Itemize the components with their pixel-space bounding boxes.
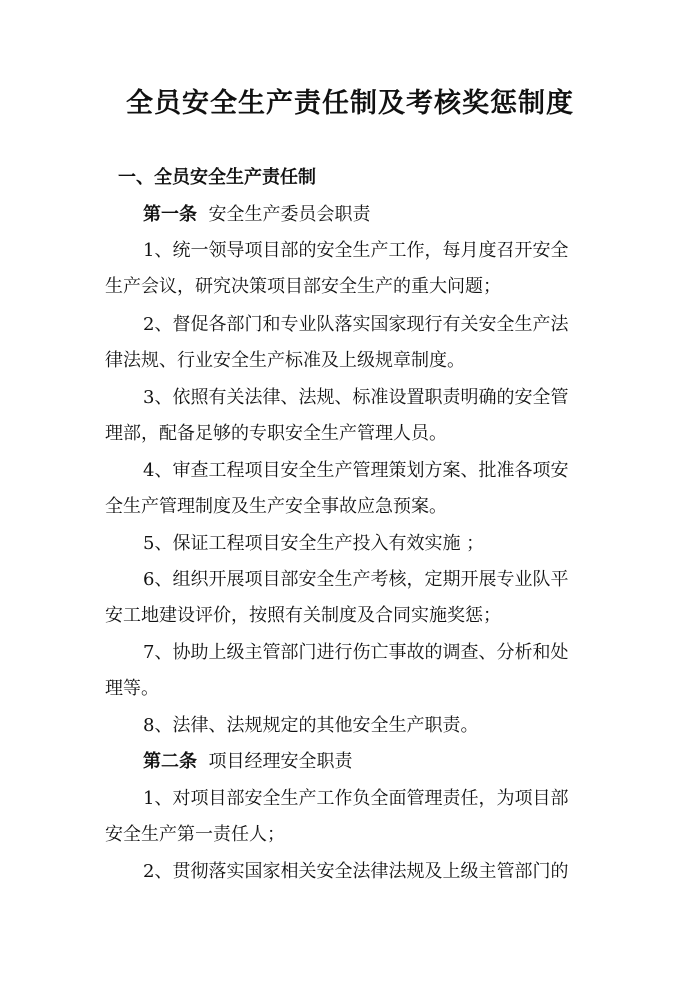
section-heading: 一、全员安全生产责任制 xyxy=(118,167,316,188)
article-1-item-8-line-1: 8、法律、法规规定的其他安全生产职责。 xyxy=(143,715,479,736)
article-1-subject: 安全生产委员会职责 xyxy=(208,204,371,225)
article-1-item-2-line-2: 律法规、行业安全生产标准及上级规章制度。 xyxy=(105,350,465,371)
article-1-item-1-line-1: 1、统一领导项目部的安全生产工作，每月度召开安全 xyxy=(143,240,569,261)
article-2-heading xyxy=(143,747,352,777)
article-1-item-3-line-1: 3、依照有关法律、法规、标准设置职责明确的安全管 xyxy=(143,387,569,408)
article-2-item-1-line-1: 1、对项目部安全生产工作负全面管理责任，为项目部 xyxy=(143,788,569,809)
document-title: 全员安全生产责任制及考核奖惩制度 xyxy=(126,88,574,119)
article-1-item-4-line-1: 4、审查工程项目安全生产管理策划方案、批准各项安 xyxy=(143,460,569,481)
article-1-item-6-line-2: 安工地建设评价，按照有关制度及合同实施奖惩； xyxy=(105,605,501,626)
article-1-heading xyxy=(143,200,370,230)
article-1-label: 第一条 xyxy=(143,204,197,225)
article-1-item-5-line-1: 5、保证工程项目安全生产投入有效实施 ； xyxy=(143,533,485,554)
article-2-subject: 项目经理安全职责 xyxy=(208,751,353,772)
article-1-item-6-line-1: 6、组织开展项目部安全生产考核，定期开展专业队平 xyxy=(143,569,569,590)
article-1-item-7-line-1: 7、协助上级主管部门进行伤亡事故的调查、分析和处 xyxy=(143,642,569,663)
article-1-item-3-line-2: 理部，配备足够的专职安全生产管理人员。 xyxy=(105,423,447,444)
article-2-item-2-line-1: 2、贯彻落实国家相关安全法律法规及上级主管部门的 xyxy=(143,861,569,882)
article-1-item-2-line-1: 2、督促各部门和专业队落实国家现行有关安全生产法 xyxy=(143,314,569,335)
article-2-label: 第二条 xyxy=(143,751,197,772)
article-2-item-1-line-2: 安全生产第一责任人； xyxy=(105,824,285,845)
article-1-item-7-line-2: 理等。 xyxy=(105,678,159,699)
article-1-item-1-line-2: 生产会议，研究决策项目部安全生产的重大问题； xyxy=(105,276,501,297)
article-1-item-4-line-2: 全生产管理制度及生产安全事故应急预案。 xyxy=(105,496,447,517)
